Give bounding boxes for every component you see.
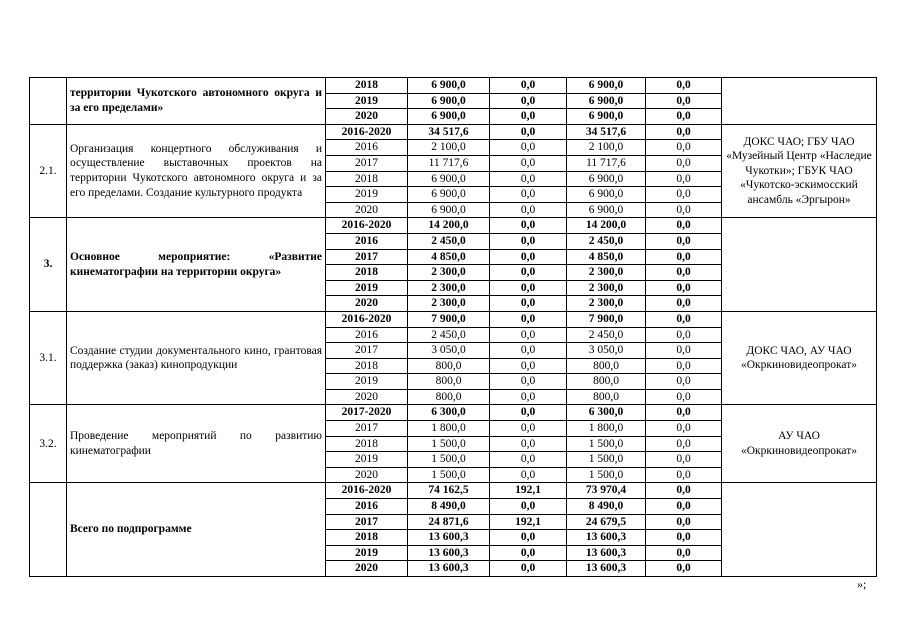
other-sources-cell: 0,0: [646, 187, 722, 203]
federal-budget-cell: 192,1: [490, 514, 567, 530]
total-amount-cell: 2 450,0: [408, 327, 490, 343]
other-sources-cell: 0,0: [646, 530, 722, 546]
total-amount-cell: 6 900,0: [408, 187, 490, 203]
other-sources-cell: 0,0: [646, 296, 722, 312]
federal-budget-cell: 0,0: [490, 452, 567, 468]
regional-budget-cell: 73 970,4: [567, 483, 646, 499]
other-sources-cell: 0,0: [646, 265, 722, 281]
total-amount-cell: 6 900,0: [408, 93, 490, 109]
other-sources-cell: 0,0: [646, 311, 722, 327]
federal-budget-cell: 0,0: [490, 545, 567, 561]
regional-budget-cell: 6 900,0: [567, 93, 646, 109]
table-row: [30, 78, 877, 94]
item-number: 3.1.: [30, 311, 67, 405]
federal-budget-cell: 0,0: [490, 124, 567, 140]
period-cell: 2017: [326, 249, 408, 265]
federal-budget-cell: 0,0: [490, 343, 567, 359]
item-description: Всего по подпрограмме: [67, 483, 326, 577]
table-row: [30, 124, 877, 140]
regional-budget-cell: 6 900,0: [567, 187, 646, 203]
period-cell: 2016: [326, 233, 408, 249]
regional-budget-cell: 1 500,0: [567, 436, 646, 452]
regional-budget-cell: 13 600,3: [567, 530, 646, 546]
federal-budget-cell: 0,0: [490, 78, 567, 94]
federal-budget-cell: 0,0: [490, 389, 567, 405]
total-amount-cell: 2 100,0: [408, 140, 490, 156]
regional-budget-cell: 800,0: [567, 358, 646, 374]
federal-budget-cell: 0,0: [490, 140, 567, 156]
period-cell: 2016-2020: [326, 311, 408, 327]
other-sources-cell: 0,0: [646, 405, 722, 421]
total-amount-cell: 1 800,0: [408, 421, 490, 437]
total-amount-cell: 24 871,6: [408, 514, 490, 530]
regional-budget-cell: 13 600,3: [567, 545, 646, 561]
trailing-mark: »;: [857, 577, 867, 591]
federal-budget-cell: 0,0: [490, 405, 567, 421]
item-description: Организация концертного обслуживания и осуществление выставочных проектов на территории Чукотского автономного округа и за его пределами. Создание культурного продукта: [67, 124, 326, 218]
other-sources-cell: 0,0: [646, 358, 722, 374]
regional-budget-cell: 34 517,6: [567, 124, 646, 140]
federal-budget-cell: 0,0: [490, 374, 567, 390]
period-cell: 2019: [326, 452, 408, 468]
total-amount-cell: 800,0: [408, 389, 490, 405]
regional-budget-cell: 6 900,0: [567, 78, 646, 94]
total-amount-cell: 14 200,0: [408, 218, 490, 234]
federal-budget-cell: 0,0: [490, 233, 567, 249]
period-cell: 2016: [326, 499, 408, 515]
total-amount-cell: 74 162,5: [408, 483, 490, 499]
federal-budget-cell: 0,0: [490, 561, 567, 577]
period-cell: 2018: [326, 171, 408, 187]
other-sources-cell: 0,0: [646, 343, 722, 359]
period-cell: 2019: [326, 93, 408, 109]
total-amount-cell: 2 300,0: [408, 265, 490, 281]
total-amount-cell: 800,0: [408, 374, 490, 390]
regional-budget-cell: 4 850,0: [567, 249, 646, 265]
federal-budget-cell: 0,0: [490, 311, 567, 327]
total-amount-cell: 2 300,0: [408, 280, 490, 296]
other-sources-cell: 0,0: [646, 93, 722, 109]
other-sources-cell: 0,0: [646, 280, 722, 296]
period-cell: 2016-2020: [326, 483, 408, 499]
item-number: [30, 483, 67, 577]
period-cell: 2020: [326, 296, 408, 312]
total-amount-cell: 11 717,6: [408, 155, 490, 171]
other-sources-cell: 0,0: [646, 561, 722, 577]
item-number: 2.1.: [30, 124, 67, 218]
item-number: 3.2.: [30, 405, 67, 483]
regional-budget-cell: 24 679,5: [567, 514, 646, 530]
federal-budget-cell: 0,0: [490, 280, 567, 296]
federal-budget-cell: 0,0: [490, 499, 567, 515]
other-sources-cell: 0,0: [646, 545, 722, 561]
other-sources-cell: 0,0: [646, 374, 722, 390]
regional-budget-cell: 2 300,0: [567, 280, 646, 296]
regional-budget-cell: 2 450,0: [567, 327, 646, 343]
period-cell: 2020: [326, 561, 408, 577]
other-sources-cell: 0,0: [646, 218, 722, 234]
federal-budget-cell: 0,0: [490, 202, 567, 218]
regional-budget-cell: 14 200,0: [567, 218, 646, 234]
federal-budget-cell: 0,0: [490, 265, 567, 281]
regional-budget-cell: 1 500,0: [567, 467, 646, 483]
federal-budget-cell: 0,0: [490, 530, 567, 546]
total-amount-cell: 1 500,0: [408, 452, 490, 468]
total-amount-cell: 1 500,0: [408, 436, 490, 452]
regional-budget-cell: 11 717,6: [567, 155, 646, 171]
period-cell: 2016-2020: [326, 124, 408, 140]
period-cell: 2020: [326, 389, 408, 405]
item-description: территории Чукотского автономного округа и за его пределами»: [67, 78, 326, 125]
regional-budget-cell: 3 050,0: [567, 343, 646, 359]
other-sources-cell: 0,0: [646, 467, 722, 483]
period-cell: 2017: [326, 343, 408, 359]
table-row: [30, 405, 877, 421]
total-amount-cell: 6 900,0: [408, 171, 490, 187]
total-amount-cell: 34 517,6: [408, 124, 490, 140]
total-amount-cell: 6 900,0: [408, 109, 490, 125]
period-cell: 2019: [326, 374, 408, 390]
budget-table: [29, 77, 877, 577]
period-cell: 2017: [326, 514, 408, 530]
period-cell: 2018: [326, 358, 408, 374]
total-amount-cell: 8 490,0: [408, 499, 490, 515]
period-cell: 2019: [326, 187, 408, 203]
total-amount-cell: 1 500,0: [408, 467, 490, 483]
federal-budget-cell: 0,0: [490, 171, 567, 187]
federal-budget-cell: 0,0: [490, 296, 567, 312]
other-sources-cell: 0,0: [646, 499, 722, 515]
other-sources-cell: 0,0: [646, 233, 722, 249]
total-amount-cell: 13 600,3: [408, 545, 490, 561]
other-sources-cell: 0,0: [646, 389, 722, 405]
federal-budget-cell: 0,0: [490, 187, 567, 203]
period-cell: 2018: [326, 530, 408, 546]
total-amount-cell: 6 900,0: [408, 202, 490, 218]
item-description: Создание студии документального кино, грантовая поддержка (заказ) кинопродукции: [67, 311, 326, 405]
federal-budget-cell: 0,0: [490, 467, 567, 483]
table-row: [30, 311, 877, 327]
other-sources-cell: 0,0: [646, 514, 722, 530]
item-number: [30, 78, 67, 125]
other-sources-cell: 0,0: [646, 155, 722, 171]
regional-budget-cell: 1 800,0: [567, 421, 646, 437]
other-sources-cell: 0,0: [646, 436, 722, 452]
total-amount-cell: 13 600,3: [408, 530, 490, 546]
federal-budget-cell: 0,0: [490, 218, 567, 234]
regional-budget-cell: 800,0: [567, 389, 646, 405]
federal-budget-cell: 0,0: [490, 109, 567, 125]
regional-budget-cell: 6 900,0: [567, 202, 646, 218]
period-cell: 2020: [326, 467, 408, 483]
other-sources-cell: 0,0: [646, 327, 722, 343]
regional-budget-cell: 2 300,0: [567, 265, 646, 281]
regional-budget-cell: 6 900,0: [567, 109, 646, 125]
total-amount-cell: 6 900,0: [408, 78, 490, 94]
period-cell: 2017-2020: [326, 405, 408, 421]
executor-cell: [722, 483, 877, 577]
other-sources-cell: 0,0: [646, 171, 722, 187]
executor-cell: ДОКС ЧАО, АУ ЧАО «Окркиновидеопрокат»: [722, 311, 877, 405]
period-cell: 2020: [326, 202, 408, 218]
regional-budget-cell: 6 300,0: [567, 405, 646, 421]
item-number: 3.: [30, 218, 67, 312]
period-cell: 2017: [326, 155, 408, 171]
total-amount-cell: 800,0: [408, 358, 490, 374]
total-amount-cell: 4 850,0: [408, 249, 490, 265]
other-sources-cell: 0,0: [646, 452, 722, 468]
total-amount-cell: 13 600,3: [408, 561, 490, 577]
regional-budget-cell: 7 900,0: [567, 311, 646, 327]
table-row: [30, 483, 877, 499]
period-cell: 2017: [326, 421, 408, 437]
period-cell: 2019: [326, 545, 408, 561]
table-row: [30, 218, 877, 234]
federal-budget-cell: 0,0: [490, 155, 567, 171]
other-sources-cell: 0,0: [646, 124, 722, 140]
period-cell: 2016-2020: [326, 218, 408, 234]
regional-budget-cell: 6 900,0: [567, 171, 646, 187]
regional-budget-cell: 13 600,3: [567, 561, 646, 577]
federal-budget-cell: 192,1: [490, 483, 567, 499]
federal-budget-cell: 0,0: [490, 358, 567, 374]
other-sources-cell: 0,0: [646, 483, 722, 499]
period-cell: 2018: [326, 436, 408, 452]
federal-budget-cell: 0,0: [490, 421, 567, 437]
period-cell: 2020: [326, 109, 408, 125]
period-cell: 2016: [326, 140, 408, 156]
period-cell: 2018: [326, 78, 408, 94]
total-amount-cell: 6 300,0: [408, 405, 490, 421]
other-sources-cell: 0,0: [646, 249, 722, 265]
executor-cell: [722, 78, 877, 125]
total-amount-cell: 2 450,0: [408, 233, 490, 249]
executor-cell: [722, 218, 877, 312]
federal-budget-cell: 0,0: [490, 436, 567, 452]
total-amount-cell: 7 900,0: [408, 311, 490, 327]
federal-budget-cell: 0,0: [490, 249, 567, 265]
period-cell: 2019: [326, 280, 408, 296]
executor-cell: ДОКС ЧАО; ГБУ ЧАО «Музейный Центр «Наследие Чукотки»; ГБУК ЧАО «Чукотско-эскимосский ансамбль «Эргырон»: [722, 124, 877, 218]
other-sources-cell: 0,0: [646, 421, 722, 437]
regional-budget-cell: 2 100,0: [567, 140, 646, 156]
total-amount-cell: 3 050,0: [408, 343, 490, 359]
regional-budget-cell: 2 450,0: [567, 233, 646, 249]
federal-budget-cell: 0,0: [490, 93, 567, 109]
other-sources-cell: 0,0: [646, 78, 722, 94]
total-amount-cell: 2 300,0: [408, 296, 490, 312]
other-sources-cell: 0,0: [646, 140, 722, 156]
period-cell: 2018: [326, 265, 408, 281]
other-sources-cell: 0,0: [646, 202, 722, 218]
regional-budget-cell: 1 500,0: [567, 452, 646, 468]
federal-budget-cell: 0,0: [490, 327, 567, 343]
item-description: Основное мероприятие: «Развитие кинематографии на территории округа»: [67, 218, 326, 312]
executor-cell: АУ ЧАО «Окркиновидеопрокат»: [722, 405, 877, 483]
item-description: Проведение мероприятий по развитию кинематографии: [67, 405, 326, 483]
period-cell: 2016: [326, 327, 408, 343]
regional-budget-cell: 8 490,0: [567, 499, 646, 515]
regional-budget-cell: 2 300,0: [567, 296, 646, 312]
other-sources-cell: 0,0: [646, 109, 722, 125]
regional-budget-cell: 800,0: [567, 374, 646, 390]
